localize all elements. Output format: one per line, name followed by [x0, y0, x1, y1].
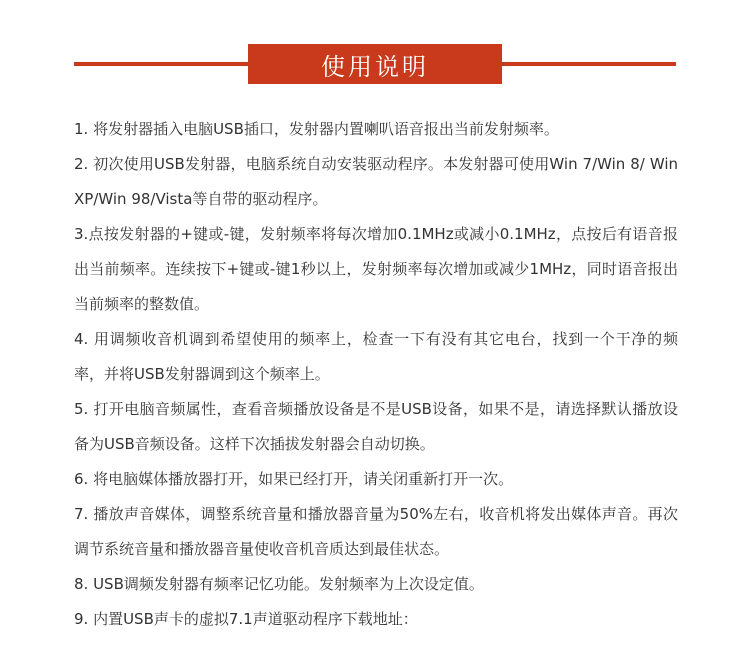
instruction-item-9: 9. 内置USB声卡的虚拟7.1声道驱动程序下载地址：	[74, 610, 418, 628]
instruction-item-1: 1. 将发射器插入电脑USB插口，发射器内置喇叭语音报出当前发射频率。	[74, 120, 559, 138]
section-header	[74, 44, 676, 84]
instruction-item-8: 8. USB调频发射器有频率记忆功能。发射频率为上次设定值。	[74, 575, 484, 593]
instruction-item-5: 5. 打开电脑音频属性，查看音频播放设备是不是USB设备，如果不是，请选择默认播放设备为USB音频设备。这样下次插拔发射器会自动切换。	[74, 400, 678, 453]
instruction-item-7: 7. 播放声音媒体，调整系统音量和播放器音量为50%左右，收音机将发出媒体声音。再次调节系统音量和播放器音量使收音机音质达到最佳状态。	[74, 505, 678, 558]
instruction-item-4: 4. 用调频收音机调到希望使用的频率上，检查一下有没有其它电台，找到一个干净的频率，并将USB发射器调到这个频率上。	[74, 330, 678, 383]
instruction-item-6: 6. 将电脑媒体播放器打开，如果已经打开，请关闭重新打开一次。	[74, 470, 514, 488]
instruction-item-2: 2. 初次使用USB发射器，电脑系统自动安装驱动程序。本发射器可使用Win 7/Win 8/ Win XP/Win 98/Vista等自带的驱动程序。	[74, 155, 678, 208]
instructions-list	[74, 112, 678, 637]
header-title: 使用说明	[248, 44, 502, 84]
instruction-item-3: 3.点按发射器的+键或-键，发射频率将每次增加0.1MHz或减小0.1MHz，点按后有语音报出当前频率。连续按下+键或-键1秒以上，发射频率每次增加或减少1MHz，同时语音报出当前频率的整数值。	[74, 225, 678, 313]
